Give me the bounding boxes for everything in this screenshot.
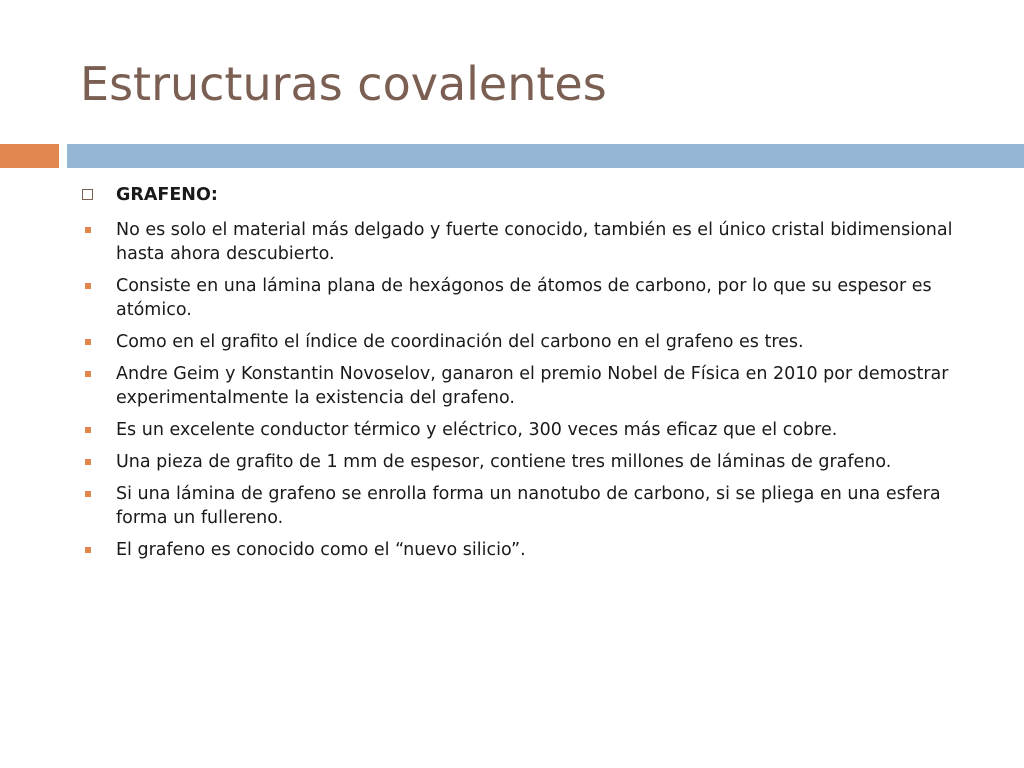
list-item (80, 330, 980, 354)
list-item (80, 418, 980, 442)
bullet-text: Una pieza de grafito de 1 mm de espesor, contiene tres millones de láminas de grafeno. (116, 452, 892, 472)
section-heading (80, 182, 980, 212)
bullet-text: Como en el grafito el índice de coordinación del carbono en el grafeno es tres. (116, 332, 804, 352)
bullet-text: Andre Geim y Konstantin Novoselov, ganaron el premio Nobel de Física en 2010 por demostrar experimentalmente la existencia del grafeno. (116, 364, 949, 408)
bullet-list (80, 218, 980, 562)
square-bullet-icon (85, 227, 91, 233)
list-item (80, 538, 980, 562)
list-item (80, 450, 980, 474)
bullet-text: Consiste en una lámina plana de hexágonos de átomos de carbono, por lo que su espesor es atómico. (116, 276, 932, 320)
square-bullet-icon (85, 547, 91, 553)
header-accent-bar (0, 144, 59, 168)
square-bullet-icon (85, 491, 91, 497)
list-item (80, 362, 980, 410)
square-bullet-icon (85, 427, 91, 433)
list-item (80, 218, 980, 266)
header-divider-bar (67, 144, 1024, 168)
square-bullet-icon (85, 339, 91, 345)
section-heading-text: GRAFENO: (116, 185, 218, 205)
bullet-text: Si una lámina de grafeno se enrolla forma un nanotubo de carbono, si se pliega en una esfera forma un fullereno. (116, 484, 941, 528)
bullet-text: Es un excelente conductor térmico y eléctrico, 300 veces más eficaz que el cobre. (116, 420, 838, 440)
bullet-text: El grafeno es conocido como el “nuevo silicio”. (116, 540, 526, 560)
hollow-square-icon (82, 189, 93, 200)
square-bullet-icon (85, 283, 91, 289)
slide-title: Estructuras covalentes (80, 57, 607, 111)
slide-content (80, 182, 980, 570)
square-bullet-icon (85, 371, 91, 377)
list-item (80, 274, 980, 322)
bullet-text: No es solo el material más delgado y fuerte conocido, también es el único cristal bidimensional hasta ahora descubierto. (116, 220, 953, 264)
list-item (80, 482, 980, 530)
square-bullet-icon (85, 459, 91, 465)
